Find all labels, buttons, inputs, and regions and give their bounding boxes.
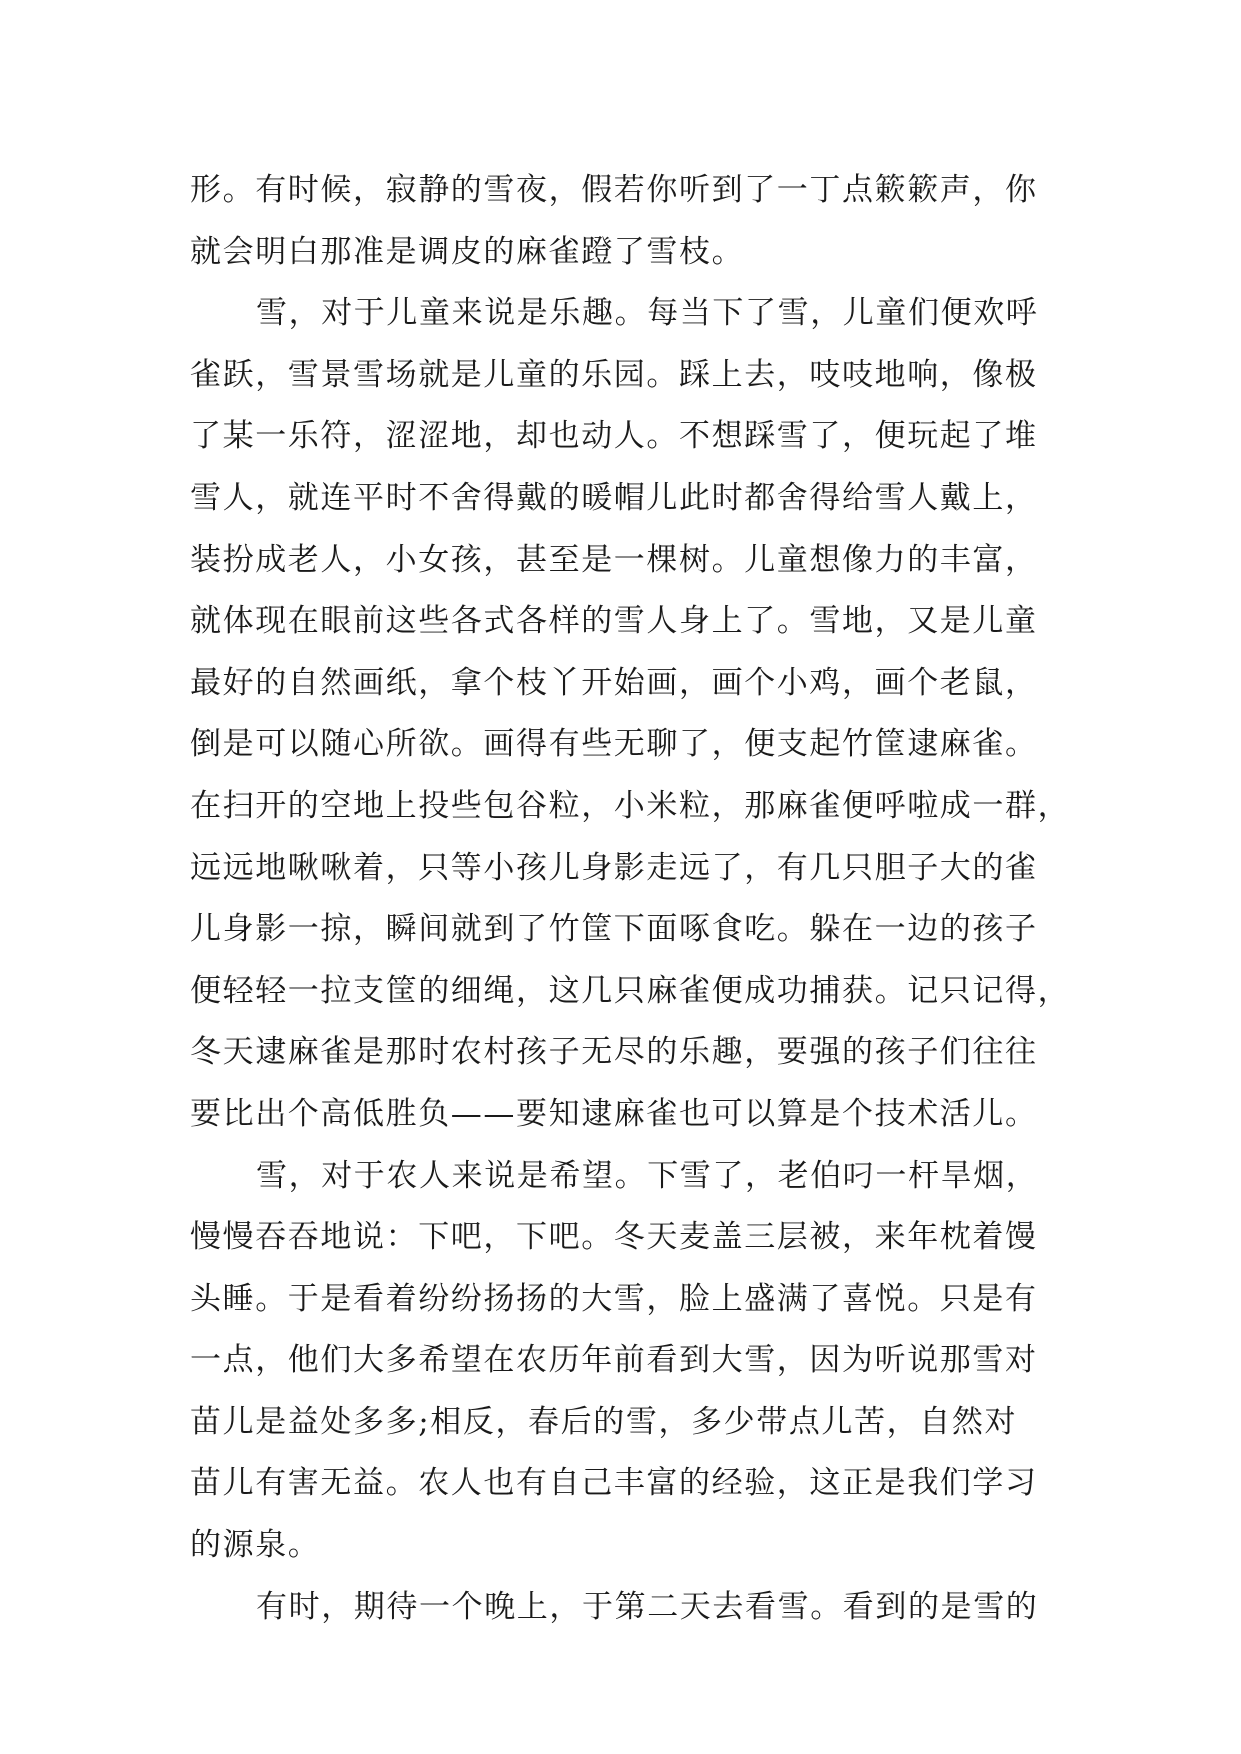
text-line: 头睡。于是看着纷纷扬扬的大雪，脸上盛满了喜悦。只是有 (190, 1280, 1038, 1317)
text-line: 一点，他们大多希望在农历年前看到大雪，因为听说那雪对 (190, 1342, 1038, 1379)
body-text (190, 160, 1070, 1638)
text-line: 装扮成老人，小女孩，甚至是一棵树。儿童想像力的丰富， (190, 541, 1038, 578)
text-line: 在扫开的空地上投些包谷粒，小米粒，那麻雀便呼啦成一群， (190, 787, 1071, 824)
text-line: 雪人，就连平时不舍得戴的暖帽儿此时都舍得给雪人戴上， (190, 479, 1038, 516)
text-line: 雀跃，雪景雪场就是儿童的乐园。踩上去，吱吱地响，像极 (190, 356, 1038, 393)
text-line: 便轻轻一拉支筐的细绳，这几只麻雀便成功捕获。记只记得， (190, 972, 1071, 1009)
text-line: 苗儿有害无益。农人也有自己丰富的经验，这正是我们学习 (190, 1465, 1038, 1502)
text-line: 雪，对于儿童来说是乐趣。每当下了雪，儿童们便欢呼 (256, 295, 1039, 332)
text-line: 苗儿是益处多多;相反，春后的雪，多少带点儿苦，自然对 (190, 1403, 1018, 1440)
text-line: 冬天逮麻雀是那时农村孩子无尽的乐趣，要强的孩子们往往 (190, 1034, 1038, 1071)
text-line: 慢慢吞吞地说：下吧，下吧。冬天麦盖三层被，来年枕着馒 (190, 1219, 1038, 1256)
text-line: 了某一乐符，涩涩地，却也动人。不想踩雪了，便玩起了堆 (190, 418, 1038, 455)
text-line: 形。有时候，寂静的雪夜，假若你听到了一丁点簌簌声，你 (190, 172, 1038, 208)
text-line: 就体现在眼前这些各式各样的雪人身上了。雪地，又是儿童 (190, 603, 1038, 640)
text-line: 有时，期待一个晚上，于第二天去看雪。看到的是雪的 (256, 1588, 1039, 1625)
text-line: 就会明白那准是调皮的麻雀蹬了雪枝。 (190, 233, 745, 270)
text-line: 要比出个高低胜负——要知逮麻雀也可以算是个技术活儿。 (190, 1095, 1038, 1132)
text-line: 雪，对于农人来说是希望。下雪了，老伯叼一杆旱烟， (256, 1157, 1039, 1194)
text-line: 远远地啾啾着，只等小孩儿身影走远了，有几只胆子大的雀 (190, 849, 1038, 886)
text-line: 最好的自然画纸，拿个枝丫开始画，画个小鸡，画个老鼠， (190, 664, 1038, 701)
text-line: 儿身影一掠，瞬间就到了竹筐下面啄食吃。躲在一边的孩子 (190, 911, 1038, 948)
text-line: 倒是可以随心所欲。画得有些无聊了，便支起竹筐逮麻雀。 (190, 726, 1038, 763)
text-line: 的源泉。 (190, 1527, 321, 1564)
